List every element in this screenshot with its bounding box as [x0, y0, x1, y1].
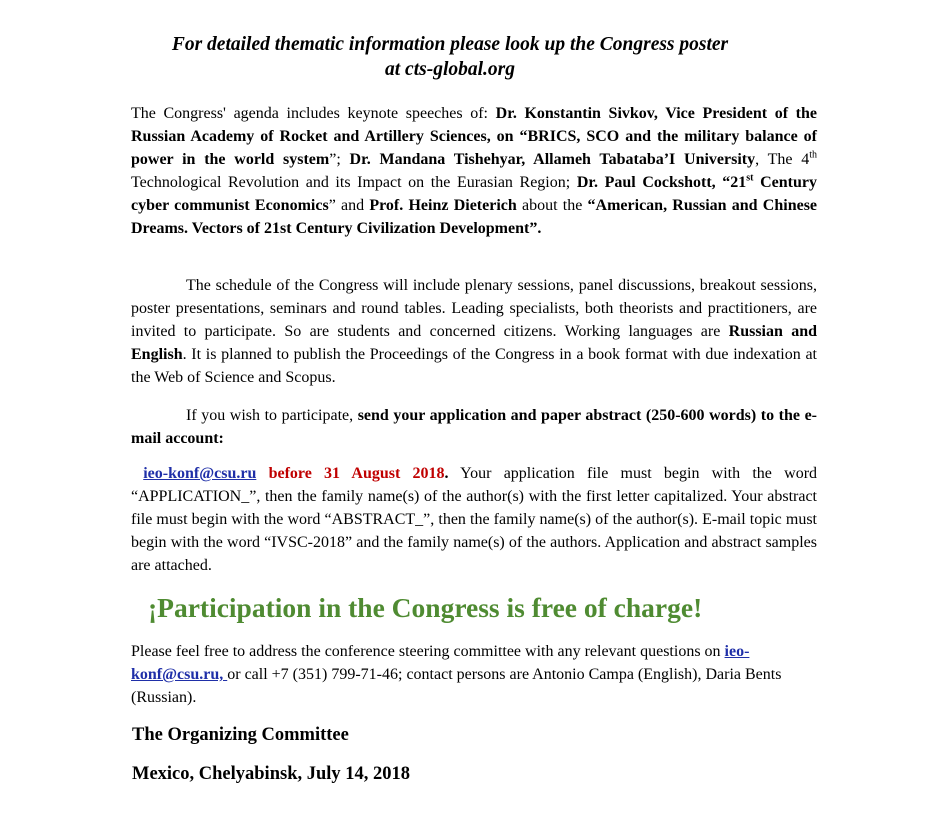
speaker-sivkov: Dr. Konstantin Sivkov, Vice President of the Russian Academy of Rocket and Artillery Sciences, on “BRICS, SCO and the military balance of power in the world system — [131, 105, 818, 168]
apply-paragraph — [131, 404, 817, 450]
deadline-paragraph — [131, 462, 817, 577]
contact-paragraph — [131, 640, 791, 709]
contact-email-link[interactable]: ieo-konf@csu.ru, — [131, 643, 750, 683]
organizing-committee: The Organizing Committee — [132, 725, 349, 745]
contact-text-b: or call +7 (351) 799-71-46; contact persons are Antonio Campa (English), Daria Bents (Russian). — [131, 666, 782, 706]
agenda-intro: The Congress' agenda includes keynote speeches of: — [131, 105, 496, 122]
agenda-paragraph — [131, 102, 817, 240]
schedule-text-b: . It is planned to publish the Proceedings of the Congress in a book format with due indexation at the Web of Science and Scopus. — [131, 346, 817, 386]
talk-tishehyar-a: , The 4 — [755, 151, 810, 168]
free-of-charge-banner: ¡Participation in the Congress is free of charge! — [148, 592, 703, 623]
place-and-date: Mexico, Chelyabinsk, July 14, 2018 — [132, 764, 411, 784]
working-languages: Russian and English — [131, 323, 818, 363]
header-notice — [130, 32, 770, 82]
talk-tishehyar-sup: th — [809, 149, 817, 161]
header-line-1: For detailed thematic information please look up the Congress poster — [171, 34, 729, 55]
deadline-date: before 31 August 2018 — [268, 465, 445, 482]
apply-instructions: send your application and paper abstract (250-600 words) to the e-mail account: — [131, 407, 818, 447]
schedule-text-a: The schedule of the Congress will include plenary sessions, panel discussions, breakout sessions, poster presentations, seminars and round tables. Leading specialists, both theorists and practitioners, are invited to participate. So are students and concerned citizens. Working languages are — [131, 277, 817, 340]
header-line-2: at cts-global.org — [385, 59, 515, 80]
speaker-cockshott-a: Dr. Paul Cockshott, “21 — [576, 174, 747, 191]
contact-text-a: Please feel free to address the conference steering committee with any relevant questions on — [131, 643, 725, 660]
speaker-dieterich: Prof. Heinz Dieterich — [369, 197, 517, 214]
talk-dieterich: “American, Russian and Chinese Dreams. Vectors of 21st Century Civilization Development”. — [131, 197, 818, 237]
deadline-period: . — [444, 465, 449, 482]
submission-rules: Your application file must begin with the word “APPLICATION_”, then the family name(s) of the author(s) with the first letter capitalized. Your abstract file must begin with the word “ABSTRACT_”, then the family name(s) of the author(s). E-mail topic must begin with the word “IVSC-2018” and the family name(s) of the authors. Application and abstract samples are attached. — [131, 465, 818, 574]
agenda-about: about the — [516, 197, 588, 214]
talk-tishehyar-b: Technological Revolution and its Impact on the Eurasian Region; — [131, 174, 577, 191]
speaker-cockshott-sup: st — [746, 172, 754, 184]
agenda-separator-1: ”; — [329, 151, 350, 168]
speaker-cockshott-b: Century cyber communist Economics — [131, 174, 818, 214]
email-link[interactable]: ieo-konf@csu.ru — [143, 465, 257, 482]
apply-intro: If you wish to participate, — [186, 407, 358, 424]
speaker-tishehyar: Dr. Mandana Tishehyar, Allameh Tabataba’I University — [349, 151, 756, 168]
agenda-separator-3: ” and — [328, 197, 370, 214]
schedule-paragraph — [131, 274, 817, 389]
